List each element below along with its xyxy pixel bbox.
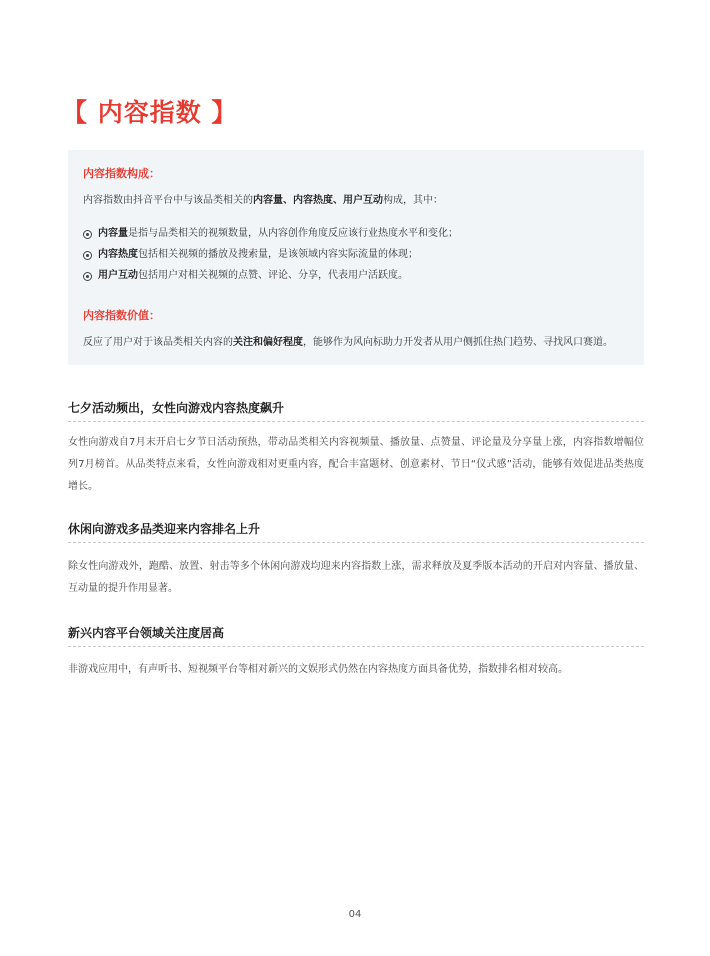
bullet-content-volume	[83, 226, 458, 242]
bullet-bold: 内容热度	[98, 249, 138, 260]
section-title: 七夕活动频出，女性向游戏内容热度飙升	[68, 399, 644, 422]
page-number: 04	[348, 909, 362, 920]
page-title: 【 内容指数 】	[62, 98, 238, 127]
value-text-bold: 关注和偏好程度	[233, 337, 303, 348]
section-body: 非游戏应用中，有声听书、短视频平台等相对新兴的文娱形式仍然在内容热度方面具备优势，指数排名相对较高。	[68, 664, 568, 675]
value-heading: 内容指数价值：	[83, 309, 160, 322]
bullet-text: 包括用户对相关视频的点赞、评论、分享，代表用户活跃度。	[138, 270, 408, 281]
intro-text-post: 构成，其中：	[383, 195, 443, 206]
bullet-text: 是指与品类相关的视频数量，从内容创作角度反应该行业热度水平和变化；	[128, 228, 458, 239]
value-text-pre: 反应了用户对于该品类相关内容的	[83, 337, 233, 348]
value-text	[83, 335, 613, 351]
radio-bullet-icon	[83, 272, 92, 281]
bullet-text: 包括相关视频的播放及搜索量，是该领域内容实际流量的体现；	[138, 249, 418, 260]
bullet-content-heat	[83, 247, 418, 263]
bullet-bold: 用户互动	[98, 270, 138, 281]
bullet-user-interaction	[83, 268, 408, 284]
bullet-bold: 内容量	[98, 228, 128, 239]
intro-text-pre: 内容指数由抖音平台中与该品类相关的	[83, 195, 253, 206]
composition-heading: 内容指数构成：	[83, 167, 160, 180]
content-index-info-box	[68, 150, 644, 365]
section-title: 新兴内容平台领域关注度居高	[68, 624, 644, 647]
composition-intro	[83, 193, 443, 209]
section-body: 女性向游戏自7月末开启七夕节日活动预热，带动品类相关内容视频量、播放量、点赞量、评论量及分享量上涨，内容指数增幅位列7月榜首。从品类特点来看，女性向游戏相对更重内容，配合丰富题材、创意素材、节日“仪式感”活动，能够有效促进品类热度增长。	[68, 437, 644, 492]
radio-bullet-icon	[83, 251, 92, 260]
radio-bullet-icon	[83, 230, 92, 239]
section-title: 休闲向游戏多品类迎来内容排名上升	[68, 520, 644, 543]
section-body: 除女性向游戏外，跑酷、放置、射击等多个休闲向游戏均迎来内容指数上涨，需求释放及夏季版本活动的开启对内容量、播放量、互动量的提升作用显著。	[68, 561, 644, 594]
intro-text-bold: 内容量、内容热度、用户互动	[253, 195, 383, 206]
value-text-post: ，能够作为风向标助力开发者从用户侧抓住热门趋势、寻找风口赛道。	[303, 337, 613, 348]
